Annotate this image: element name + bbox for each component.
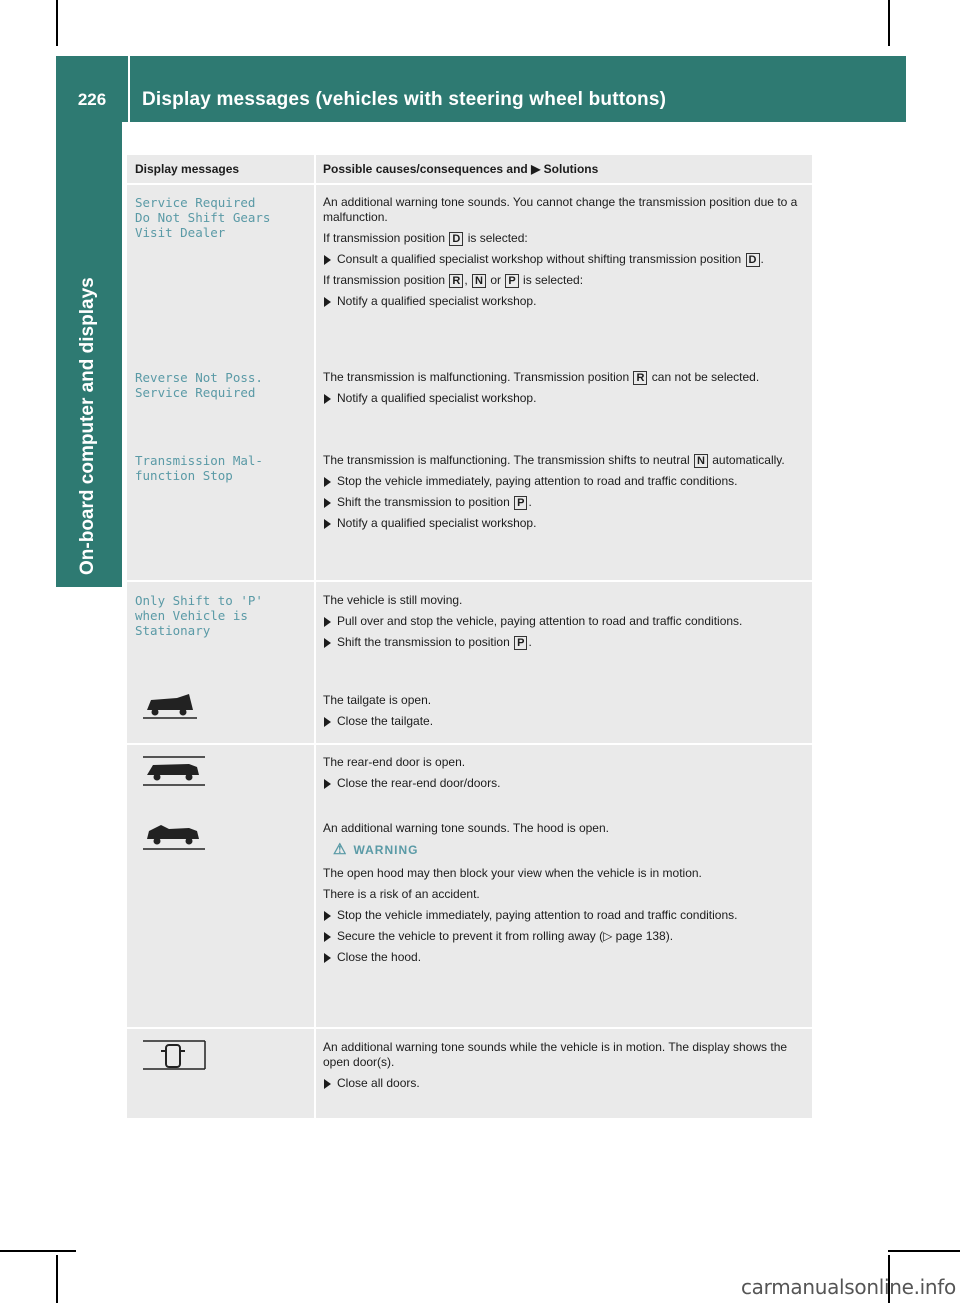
watermark: carmanualsonline.info (740, 1275, 956, 1299)
messages-table (127, 155, 812, 1118)
solution-cell (323, 755, 803, 797)
gear-key: P (514, 636, 527, 650)
warning-heading: ⚠ WARNING (333, 841, 419, 858)
solution-cell (323, 453, 803, 537)
display-message: Reverse Not Poss. Service Required (135, 370, 263, 400)
row-divider (127, 743, 812, 745)
solution-step: Stop the vehicle immediately, paying attention to road and traffic conditions. (323, 908, 803, 923)
solution-cell (323, 1040, 803, 1097)
page-title: Display messages (vehicles with steering wheel buttons) (142, 89, 667, 110)
solution-step: Shift the transmission to position P . (323, 495, 803, 510)
condition-text: If transmission position D is selected: (323, 231, 528, 245)
display-message: Service Required Do Not Shift Gears Visit Dealer (135, 195, 271, 240)
gear-key: R (633, 371, 647, 385)
column-header-solutions: Possible causes/consequences and ▶ Solutions (323, 162, 599, 176)
header-divider (127, 183, 812, 185)
rear-door-open-icon (139, 753, 199, 789)
cause-text: The rear-end door is open. (323, 755, 466, 769)
door-open-icon (139, 1037, 199, 1073)
solution-cell (323, 821, 803, 971)
solution-step: Stop the vehicle immediately, paying attention to road and traffic conditions. (323, 474, 803, 489)
chapter-label: On-board computer and displays (77, 277, 98, 575)
column-divider (314, 155, 316, 1118)
gear-key: N (694, 454, 708, 468)
solution-step: Notify a qualified specialist workshop. (323, 391, 803, 406)
hood-open-icon (139, 817, 199, 853)
cause-text: An additional warning tone sounds. You cannot change the transmission position due to a malfunction. (323, 195, 798, 224)
column-header-messages: Display messages (135, 162, 240, 176)
gear-key: D (746, 253, 760, 267)
solution-step: Shift the transmission to position P . (323, 635, 803, 650)
cause-text: The vehicle is still moving. (323, 593, 463, 607)
condition-text: If transmission position R , N or P is selected: (323, 273, 584, 287)
display-message: Only Shift to 'P' when Vehicle is Stationary (135, 593, 263, 638)
page-number: 226 (77, 90, 107, 109)
solution-step: Notify a qualified specialist workshop. (323, 294, 803, 309)
solution-step: Pull over and stop the vehicle, paying attention to road and traffic conditions. (323, 614, 803, 629)
cause-text: The tailgate is open. (323, 693, 432, 707)
solution-cell (323, 195, 803, 315)
cause-text: The transmission is malfunctioning. The transmission shifts to neutral N automatically. (323, 453, 785, 467)
solution-cell (323, 370, 803, 412)
tailgate-open-icon (139, 688, 199, 724)
warning-text: There is a risk of an accident. (323, 887, 480, 901)
row-divider (127, 1027, 812, 1029)
solution-cell (323, 693, 803, 735)
solution-step: Close all doors. (323, 1076, 803, 1091)
warning-icon: ⚠ (333, 841, 348, 858)
gear-key: D (449, 232, 463, 246)
page-header (56, 56, 906, 122)
crop-mark (888, 1250, 960, 1252)
gear-key: P (514, 496, 527, 510)
crop-mark (56, 0, 58, 46)
solution-cell (323, 593, 803, 656)
solution-step: Close the rear-end door/doors. (323, 776, 803, 791)
solution-step: Consult a qualified specialist workshop without shifting transmission position D . (323, 252, 803, 267)
crop-mark (0, 1250, 76, 1252)
display-message: Transmission Mal- function Stop (135, 453, 263, 483)
solution-step: Secure the vehicle to prevent it from rolling away (▷ page 138). (323, 929, 803, 944)
solution-step: Close the tailgate. (323, 714, 803, 729)
cause-text: An additional warning tone sounds. The hood is open. (323, 821, 609, 835)
crop-mark (888, 0, 890, 46)
cause-text: The transmission is malfunctioning. Transmission position R can not be selected. (323, 370, 760, 384)
crop-mark (56, 1255, 58, 1303)
solution-step: Close the hood. (323, 950, 803, 965)
row-divider (127, 580, 812, 582)
warning-text: The open hood may then block your view when the vehicle is in motion. (323, 866, 702, 880)
solution-step: Notify a qualified specialist workshop. (323, 516, 803, 531)
cause-text: An additional warning tone sounds while the vehicle is in motion. The display shows the open door(s). (323, 1040, 788, 1069)
